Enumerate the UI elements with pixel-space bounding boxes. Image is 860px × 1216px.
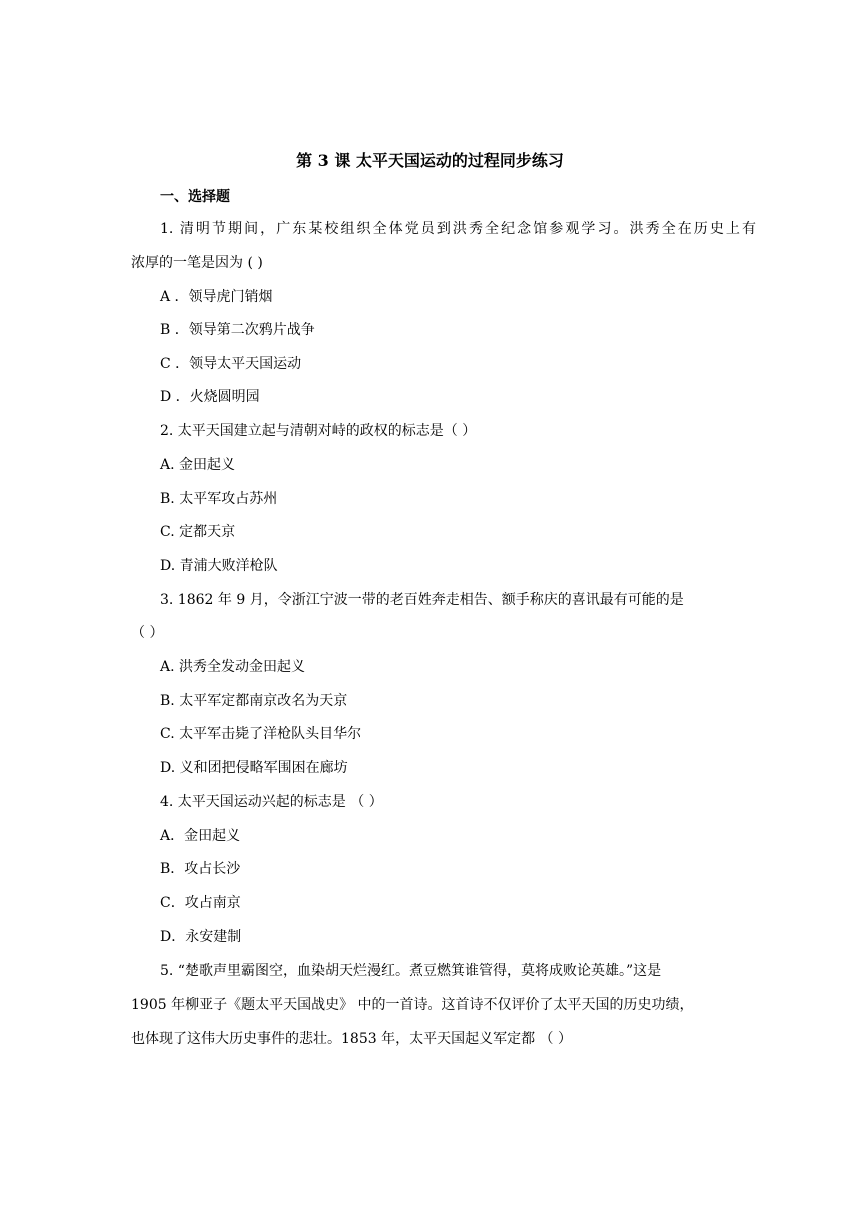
question-3-option-a: A. 洪秀全发动金田起义: [160, 659, 306, 675]
question-4-option-c: C．攻占南京: [160, 895, 241, 911]
question-2-option-a: A. 金田起义: [160, 457, 236, 473]
question-3-option-b: B. 太平军定都南京改名为天京: [160, 693, 348, 709]
question-4-stem: 4. 太平天国运动兴起的标志是 （ ）: [160, 794, 383, 810]
question-4-option-b: B．攻占长沙: [160, 861, 241, 877]
question-3-option-c: C. 太平军击毙了洋枪队头目华尔: [160, 726, 362, 742]
question-1-option-c: C ．领导太平天国运动: [160, 356, 302, 372]
question-4-option-a: A．金田起义: [160, 828, 241, 844]
question-2-option-d: D. 青浦大败洋枪队: [160, 558, 278, 574]
question-1-stem: 1. 清明节期间，广东某校组织全体党员到洪秀全纪念馆参观学习。洪秀全在历史上有: [160, 221, 756, 237]
question-1-option-d: D ．火烧圆明园: [160, 389, 260, 405]
question-1-stem-cont: 浓厚的一笔是因为 ( ): [131, 255, 263, 271]
section-heading: 一、选择题: [160, 189, 230, 205]
question-1-option-a: A ．领导虎门销烟: [160, 289, 273, 305]
question-3-option-d: D. 义和团把侵略军围困在廊坊: [160, 760, 348, 776]
page-title: 第 3 课 太平天国运动的过程同步练习: [296, 151, 564, 170]
question-2-option-c: C. 定都天京: [160, 524, 236, 540]
question-5-stem-cont-1: 1905 年柳亚子《题太平天国战史》 中的一首诗。这首诗不仅评价了太平天国的历史功绩，: [131, 997, 694, 1013]
question-2-stem: 2. 太平天国建立起与清朝对峙的政权的标志是（ ）: [160, 423, 477, 439]
question-3-stem-cont: （ ）: [131, 625, 164, 641]
question-5-stem: 5. “楚歌声里霸图空，血染胡天烂漫红。煮豆燃箕谁管得，莫将成败论英雄。”这是: [160, 963, 662, 979]
question-5-stem-cont-2: 也体现了这伟大历史事件的悲壮。1853 年，太平天国起义军定都 （ ）: [131, 1031, 572, 1047]
question-1-option-b: B ．领导第二次鸦片战争: [160, 322, 315, 338]
question-2-option-b: B. 太平军攻占苏州: [160, 491, 278, 507]
question-3-stem: 3. 1862 年 9 月，令浙江宁波一带的老百姓奔走相告、额手称庆的喜讯最有可能的是: [160, 592, 684, 608]
question-4-option-d: D．永安建制: [160, 929, 242, 945]
